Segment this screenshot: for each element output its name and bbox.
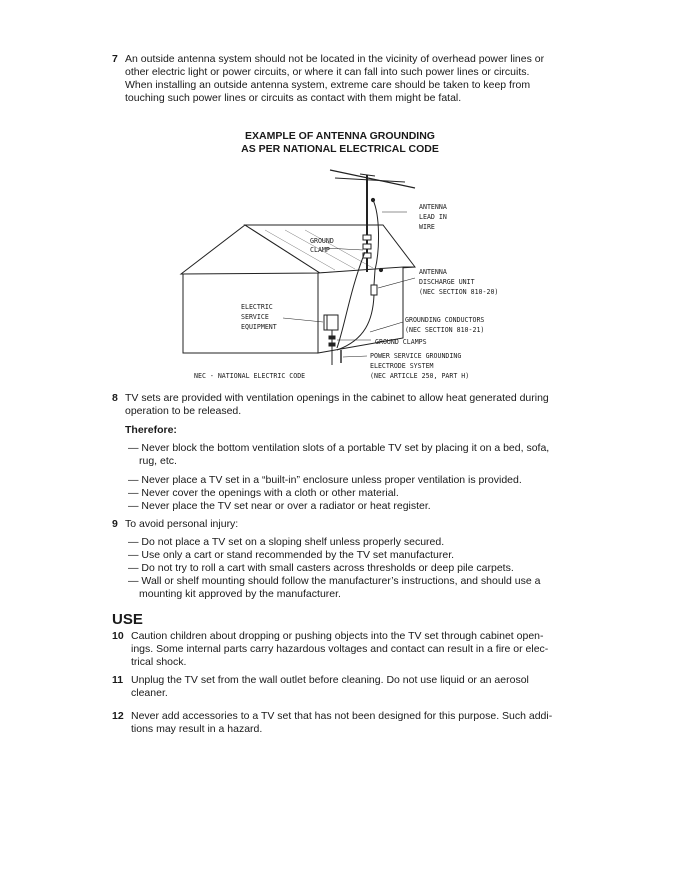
- label-nec-note: NEC - NATIONAL ELECTRIC CODE: [194, 372, 306, 380]
- item-8-line: operation to be released.: [125, 405, 242, 417]
- item-7-line: An outside antenna system should not be located in the vicinity of overhead power lines or: [125, 53, 545, 65]
- diagram-title-line: AS PER NATIONAL ELECTRICAL CODE: [241, 143, 439, 155]
- item-11-text: [131, 674, 529, 700]
- item-12-number: 12: [112, 710, 124, 722]
- item-10-line: trical shock.: [131, 656, 187, 668]
- item-8-number: 8: [112, 392, 118, 404]
- item-8-bullet: [128, 500, 431, 513]
- item-11-line: cleaner.: [131, 687, 168, 699]
- item-7-line: touching such power lines or circuits as contact with them might be fatal.: [125, 92, 462, 104]
- diagram-title-line: EXAMPLE OF ANTENNA GROUNDING: [245, 130, 435, 142]
- bullet-line: — Do not place a TV set on a sloping shelf unless properly secured.: [128, 536, 445, 548]
- bullet-line: — Use only a cart or stand recommended by the TV set manufacturer.: [128, 549, 455, 561]
- bullet-line: — Wall or shelf mounting should follow the manufacturer’s instructions, and should use a: [128, 575, 541, 587]
- label-ground-clamp: CLAMP: [310, 246, 330, 254]
- label-grounding-conductors: (NEC SECTION 810-21): [405, 326, 485, 334]
- label-power-service: ELECTRODE SYSTEM: [370, 362, 434, 370]
- item-9-bullet: [128, 575, 540, 601]
- item-8-bullet: [128, 442, 549, 468]
- electric-service-box: [324, 315, 338, 330]
- label-antenna-lead: WIRE: [419, 223, 435, 231]
- item-12-text: [131, 710, 552, 736]
- item-9-bullet: [128, 562, 514, 575]
- bullet-line: mounting kit approved by the manufacturer.: [139, 588, 341, 600]
- item-7-text: [125, 53, 544, 105]
- label-ground-clamps: GROUND CLAMPS: [375, 338, 427, 346]
- bullet-line: — Never cover the openings with a cloth or other material.: [128, 487, 399, 499]
- label-power-service: POWER SERVICE GROUNDING: [370, 352, 462, 360]
- use-heading: USE: [112, 611, 143, 628]
- label-discharge-unit: DISCHARGE UNIT: [419, 278, 475, 286]
- antenna-discharge-unit: [371, 285, 377, 295]
- item-9-bullet: [128, 549, 454, 562]
- diagram-title: [120, 130, 560, 156]
- label-discharge-unit: (NEC SECTION 810-20): [419, 288, 499, 296]
- label-grounding-conductors: GROUNDING CONDUCTORS: [405, 316, 485, 324]
- label-electric-service: SERVICE: [241, 313, 269, 321]
- item-9-number: 9: [112, 518, 118, 530]
- bullet-line: — Never place a TV set in a “built-in” enclosure unless proper ventilation is provided.: [128, 474, 522, 486]
- item-11-line: Unplug the TV set from the wall outlet before cleaning. Do not use liquid or an aerosol: [131, 674, 529, 686]
- item-12-line: tions may result in a hazard.: [131, 723, 263, 735]
- antenna-grounding-diagram: [175, 160, 499, 385]
- item-10-number: 10: [112, 630, 124, 642]
- item-10-line: Caution children about dropping or pushing objects into the TV set through cabinet open-: [131, 630, 544, 642]
- bullet-line: — Do not try to roll a cart with small casters across thresholds or deep pile carpets.: [128, 562, 514, 574]
- item-8-bullet: [128, 487, 399, 500]
- antenna-element: [330, 170, 415, 188]
- item-9-bullet: [128, 536, 444, 549]
- bullet-line: rug, etc.: [139, 455, 177, 467]
- item-7-number: 7: [112, 53, 118, 65]
- label-power-service: (NEC ARTICLE 250, PART H): [370, 372, 470, 380]
- item-9-lead: To avoid personal injury:: [125, 518, 239, 530]
- item-7-line: When installing an outside antenna system, extreme care should be taken to keep from: [125, 79, 531, 91]
- item-8-line: TV sets are provided with ventilation openings in the cabinet to allow heat generated during: [125, 392, 549, 404]
- item-8-bullet: [128, 474, 522, 487]
- label-electric-service: EQUIPMENT: [241, 323, 277, 331]
- item-7-line: other electric light or power circuits, or where it can fall into such power lines or circuits.: [125, 66, 530, 78]
- item-10-line: ings. Some internal parts carry hazardous voltages and contact can result in a fire or elec-: [131, 643, 549, 655]
- label-ground-clamp: GROUND: [310, 237, 334, 245]
- item-12-line: Never add accessories to a TV set that has not been designed for this purpose. Such addi-: [131, 710, 553, 722]
- item-8-text: [125, 392, 549, 418]
- label-antenna-lead: LEAD IN: [419, 213, 447, 221]
- item-11-number: 11: [112, 674, 124, 686]
- bullet-line: — Never place the TV set near or over a radiator or heat register.: [128, 500, 431, 512]
- label-electric-service: ELECTRIC: [241, 303, 273, 311]
- label-antenna-lead: ANTENNA: [419, 203, 447, 211]
- bullet-line: — Never block the bottom ventilation slots of a portable TV set by placing it on a bed, sofa,: [128, 442, 550, 454]
- label-discharge-unit: ANTENNA: [419, 268, 447, 276]
- therefore-heading: Therefore:: [125, 424, 177, 436]
- item-10-text: [131, 630, 548, 669]
